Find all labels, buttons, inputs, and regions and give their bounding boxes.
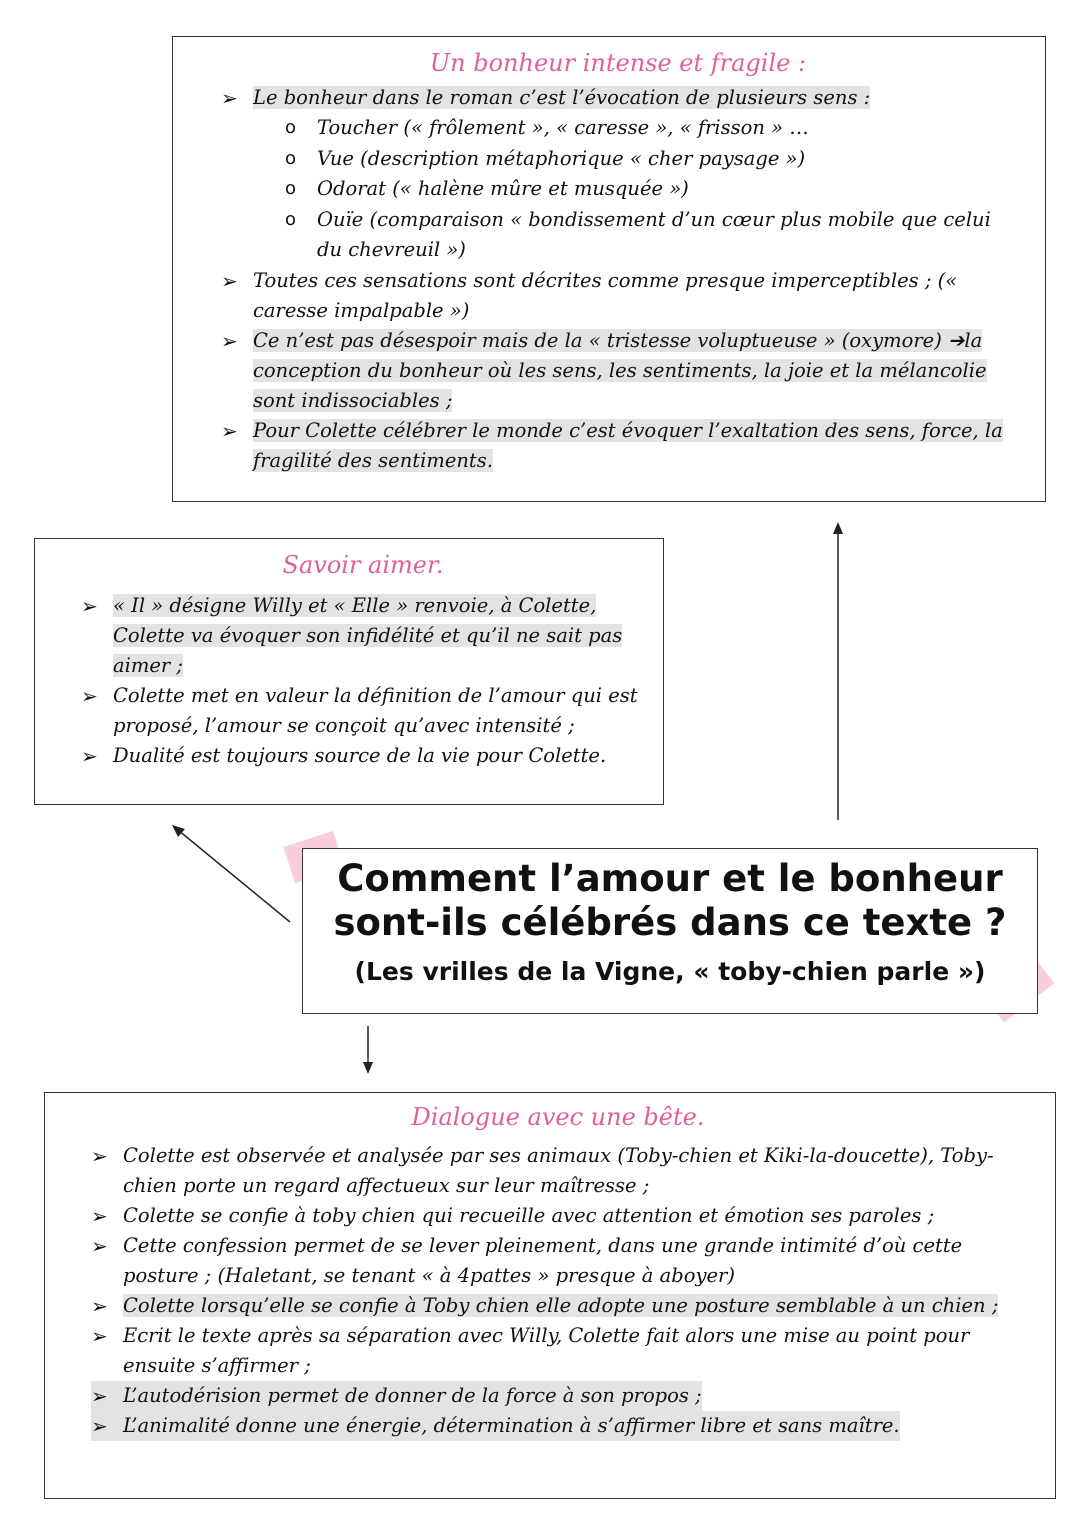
list-item: ➢ Toutes ces sensations sont décrites comme presque imperceptibles ; (« caresse impalpable ») <box>221 266 1015 326</box>
list-item: ➢ Cette confession permet de se lever pleinement, dans une grande intimité d’où cette posture ; (Haletant, se tenant « à 4pattes » presque à aboyer) <box>91 1231 1025 1291</box>
question-line-1: Comment l’amour et le bonheur <box>337 857 1003 900</box>
list-item-text: Ce n’est pas désespoir mais de la « tristesse voluptueuse » (oxymore) ➔la conception du bonheur où les sens, les sentiments, la joie et la mélancolie sont indissociables ; <box>253 328 987 412</box>
central-question <box>302 848 1038 1014</box>
sub-item: o Toucher (« frôlement », « caresse », « frisson » … <box>285 113 1015 144</box>
list-item <box>221 83 1015 266</box>
list-item <box>91 1291 1025 1321</box>
sub-list <box>253 113 1015 266</box>
box-dialogue-list <box>91 1141 1025 1441</box>
box-dialogue <box>44 1092 1056 1499</box>
list-item-text: Pour Colette célébrer le monde c’est évoquer l’exaltation des sens, force, la fragilité des sentiments. <box>253 418 1003 472</box>
sub-item: o Odorat (« halène mûre et musquée ») <box>285 174 1015 205</box>
box-aimer-title: Savoir aimer. <box>282 551 444 579</box>
list-item: ➢ Colette se confie à toby chien qui recueille avec attention et émotion ses paroles ; <box>91 1201 1025 1231</box>
box-bonheur-title: Un bonheur intense et fragile : <box>429 49 807 77</box>
list-item <box>221 326 1015 416</box>
list-item <box>221 416 1015 476</box>
arrow-down-icon <box>356 1024 380 1076</box>
box-aimer-list <box>81 591 645 771</box>
list-item-text: « Il » désigne Willy et « Elle » renvoie, à Colette, Colette va évoquer son infidélité et qu’il ne sait pas aimer ; <box>113 594 623 677</box>
arrow-up-left-icon <box>168 822 298 927</box>
list-item: ➢ L’animalité donne une énergie, détermination à s’affirmer libre et sans maître. <box>91 1411 900 1441</box>
list-item: ➢ L’autodérision permet de donner de la force à son propos ; <box>91 1381 702 1411</box>
question-subtitle: (Les vrilles de la Vigne, « toby-chien parle ») <box>354 957 986 986</box>
box-bonheur <box>172 36 1046 502</box>
question-line-2: sont-ils célébrés dans ce texte ? <box>333 901 1007 944</box>
box-dialogue-title: Dialogue avec une bête. <box>411 1103 705 1131</box>
box-aimer <box>34 538 664 805</box>
box-bonheur-list <box>221 83 1015 476</box>
list-item-text: Colette lorsqu’elle se confie à Toby chien elle adopte une posture semblable à un chien ; <box>123 1294 999 1317</box>
list-item: ➢ Dualité est toujours source de la vie pour Colette. <box>81 741 645 771</box>
list-item-text: Le bonheur dans le roman c’est l’évocation de plusieurs sens : <box>253 86 871 109</box>
list-item: ➢ Colette met en valeur la définition de l’amour qui est proposé, l’amour se conçoit qu’avec intensité ; <box>81 681 645 741</box>
list-item: ➢ Ecrit le texte après sa séparation avec Willy, Colette fait alors une mise au point pour ensuite s’affirmer ; <box>91 1321 1025 1381</box>
arrow-up-icon <box>826 520 850 825</box>
sub-item: o Ouïe (comparaison « bondissement d’un cœur plus mobile que celui du chevreuil ») <box>285 205 1015 266</box>
list-item <box>81 591 645 681</box>
sub-item: o Vue (description métaphorique « cher paysage ») <box>285 144 1015 175</box>
list-item: ➢ Colette est observée et analysée par ses animaux (Toby-chien et Kiki-la-doucette), Toby-chien porte un regard affectueux sur leur maîtresse ; <box>91 1141 1025 1201</box>
